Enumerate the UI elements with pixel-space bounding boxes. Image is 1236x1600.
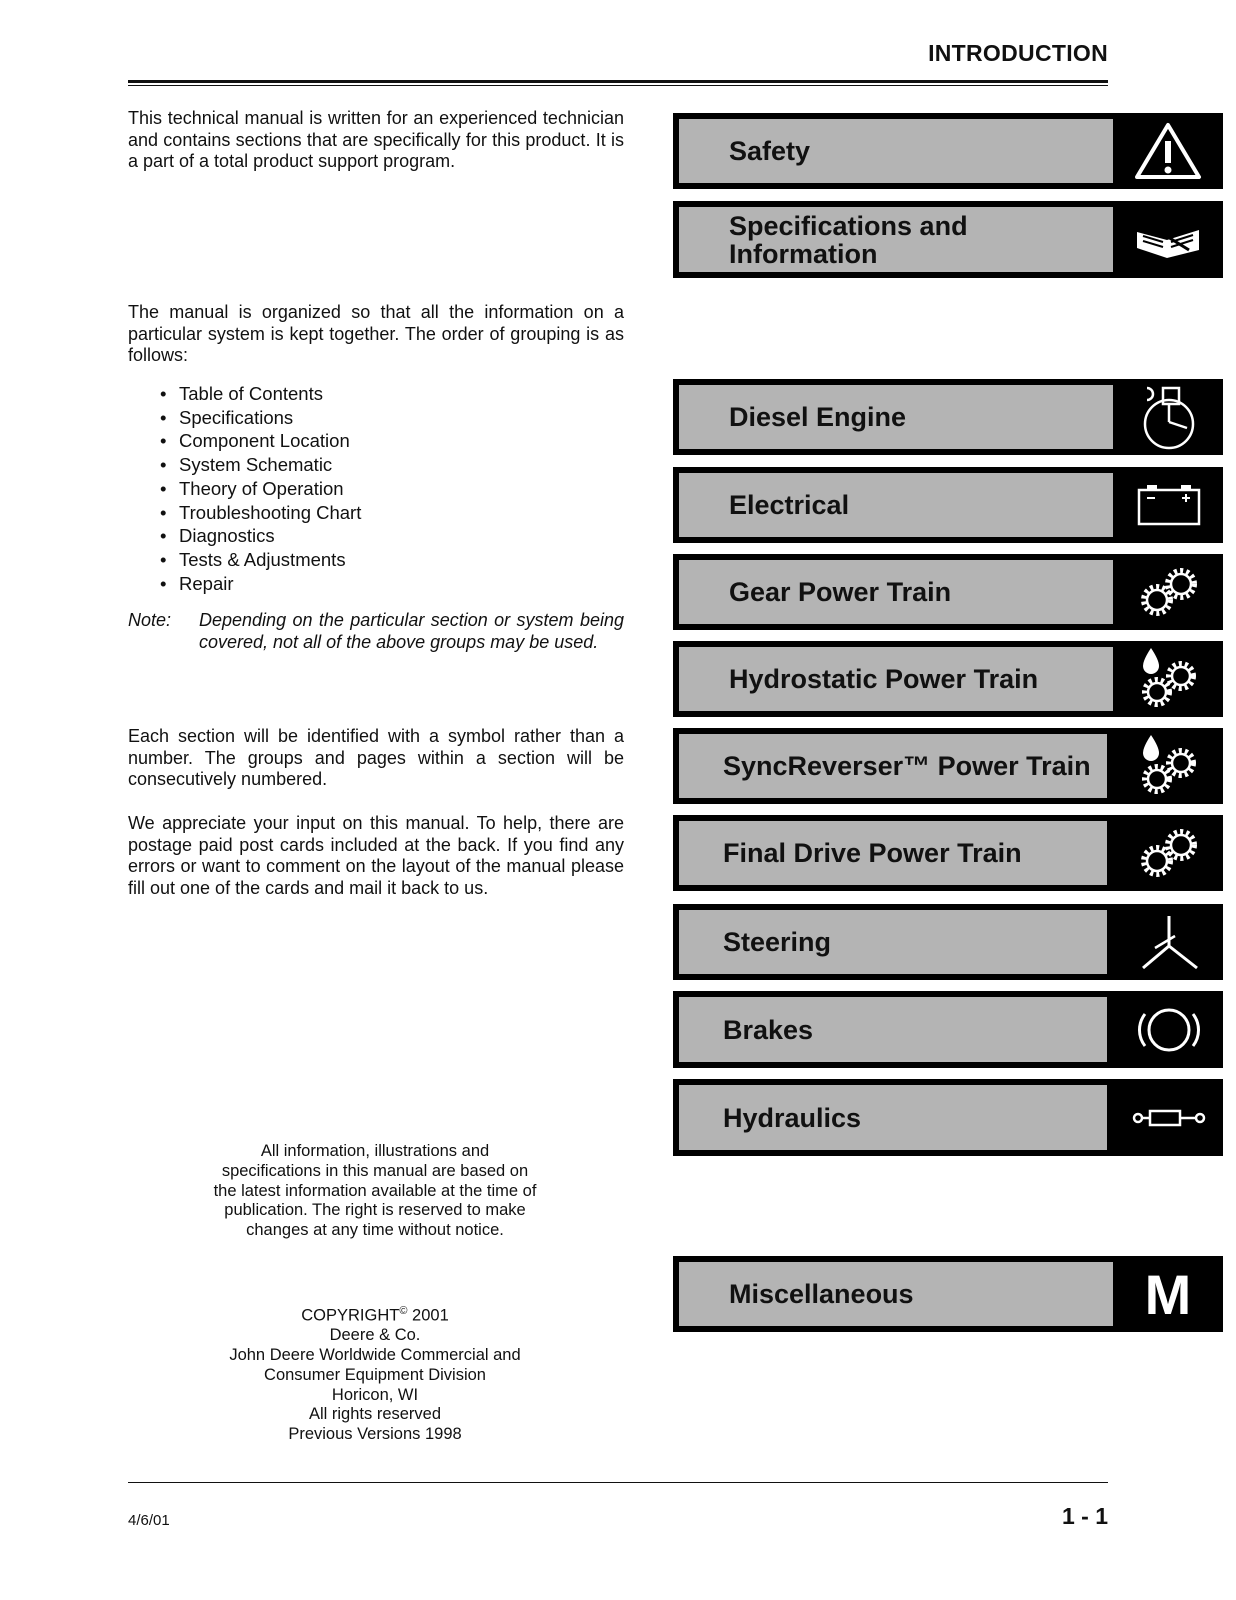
intro-paragraph-1: This technical manual is written for an experienced technician and contains sections that are specifically for this product. It is a part of a total product support program. bbox=[128, 108, 624, 171]
header-rule-thick bbox=[128, 80, 1108, 83]
copyright-year: 2001 bbox=[407, 1306, 449, 1325]
section-tab-brakes[interactable] bbox=[673, 991, 1223, 1068]
note-text: Depending on the particular section or system being covered, not all of the above groups may be used. bbox=[199, 610, 624, 652]
oil-drop-gears-icon bbox=[1113, 641, 1223, 717]
disclaimer-line: publication. The right is reserved to make bbox=[224, 1201, 526, 1220]
section-tab-label: Steering bbox=[679, 910, 1107, 974]
copyright-word: COPYRIGHT bbox=[301, 1306, 400, 1325]
copyright-rights: All rights reserved bbox=[308, 1405, 442, 1424]
letter-m-glyph: M bbox=[1144, 1262, 1192, 1326]
section-tab-label: Final Drive Power Train bbox=[679, 821, 1107, 885]
gears-icon bbox=[1113, 815, 1223, 891]
section-tab-electrical[interactable] bbox=[673, 467, 1223, 543]
section-tab-miscellaneous[interactable] bbox=[673, 1256, 1223, 1332]
steering-wheel-icon bbox=[1113, 904, 1223, 980]
disclaimer-block bbox=[175, 1142, 575, 1241]
disclaimer-line: specifications in this manual are based on bbox=[221, 1161, 529, 1180]
section-tab-label: Electrical bbox=[679, 473, 1113, 537]
list-item: • Diagnostics bbox=[160, 524, 361, 548]
section-tab-final-drive-power-train[interactable] bbox=[673, 815, 1223, 891]
list-item: • System Schematic bbox=[160, 453, 361, 477]
gears-icon bbox=[1113, 554, 1223, 630]
section-tab-label-line: Information bbox=[729, 238, 878, 269]
list-item: • Specifications bbox=[160, 406, 361, 430]
note-label: Note: bbox=[128, 610, 172, 630]
warning-triangle-icon bbox=[1113, 113, 1223, 189]
intro-paragraph-4: We appreciate your input on this manual. To help, there are postage paid post cards included at the back. If you find any errors or want to comment on the layout of the manual please fill out one of the cards and mail it back to us. bbox=[128, 813, 624, 898]
letter-m-icon bbox=[1113, 1256, 1223, 1332]
copyright-division-1: John Deere Worldwide Commercial and bbox=[229, 1346, 521, 1365]
copyright-line bbox=[175, 1302, 575, 1326]
footer-rule bbox=[128, 1482, 1108, 1483]
disclaimer-line: changes at any time without notice. bbox=[246, 1221, 504, 1240]
section-tab-label: Miscellaneous bbox=[679, 1262, 1113, 1326]
section-tab-label bbox=[679, 207, 1113, 272]
section-tab-label: Brakes bbox=[679, 997, 1107, 1062]
oil-drop-gears-icon bbox=[1113, 728, 1223, 804]
section-tab-specifications[interactable] bbox=[673, 201, 1223, 278]
copyright-block bbox=[175, 1302, 575, 1445]
section-tab-label: Safety bbox=[679, 119, 1113, 183]
list-item: • Component Location bbox=[160, 429, 361, 453]
list-item: • Repair bbox=[160, 572, 361, 596]
section-tab-hydraulics[interactable] bbox=[673, 1079, 1223, 1156]
section-tab-gear-power-train[interactable] bbox=[673, 554, 1223, 630]
section-tab-safety[interactable] bbox=[673, 113, 1223, 189]
section-tab-label: Diesel Engine bbox=[679, 385, 1113, 449]
intro-paragraph-3: Each section will be identified with a symbol rather than a number. The groups and pages within a section will be consecutively numbered. bbox=[128, 726, 624, 789]
hydraulic-cylinder-icon bbox=[1113, 1079, 1223, 1156]
list-item: • Table of Contents bbox=[160, 382, 361, 406]
copyright-location: Horicon, WI bbox=[331, 1385, 419, 1404]
engine-icon bbox=[1113, 379, 1223, 455]
section-tab-label: Hydraulics bbox=[679, 1085, 1107, 1150]
section-tab-label-line: Specifications and bbox=[729, 210, 968, 241]
copyright-company: Deere & Co. bbox=[329, 1326, 421, 1345]
intro-paragraph-2: The manual is organized so that all the information on a particular system is kept together. The order of grouping is as follows: bbox=[128, 302, 624, 365]
note-block bbox=[128, 610, 624, 653]
grouping-list bbox=[160, 382, 361, 595]
footer-date: 4/6/01 bbox=[128, 1512, 170, 1529]
open-book-icon bbox=[1113, 201, 1223, 278]
list-item: • Tests & Adjustments bbox=[160, 548, 361, 572]
page-header-title: INTRODUCTION bbox=[928, 40, 1108, 66]
section-tab-label: SyncReverser™ Power Train bbox=[679, 734, 1107, 798]
section-tab-steering[interactable] bbox=[673, 904, 1223, 980]
brake-drum-icon bbox=[1113, 991, 1223, 1068]
copyright-symbol: © bbox=[399, 1305, 408, 1317]
disclaimer-line: All information, illustrations and bbox=[260, 1142, 490, 1160]
list-item: • Theory of Operation bbox=[160, 477, 361, 501]
list-item: • Troubleshooting Chart bbox=[160, 501, 361, 525]
section-tab-hydrostatic-power-train[interactable] bbox=[673, 641, 1223, 717]
section-tab-label: Hydrostatic Power Train bbox=[679, 647, 1113, 711]
section-tab-syncreverser-power-train[interactable] bbox=[673, 728, 1223, 804]
section-tab-diesel-engine[interactable] bbox=[673, 379, 1223, 455]
section-tab-label: Gear Power Train bbox=[679, 560, 1113, 624]
copyright-division-2: Consumer Equipment Division bbox=[264, 1365, 486, 1384]
copyright-previous: Previous Versions 1998 bbox=[288, 1425, 462, 1444]
disclaimer-line: the latest information available at the time of bbox=[213, 1181, 537, 1200]
footer-page-number: 1 - 1 bbox=[1061, 1503, 1108, 1529]
battery-icon bbox=[1113, 467, 1223, 543]
header-rule-thin bbox=[128, 85, 1108, 86]
